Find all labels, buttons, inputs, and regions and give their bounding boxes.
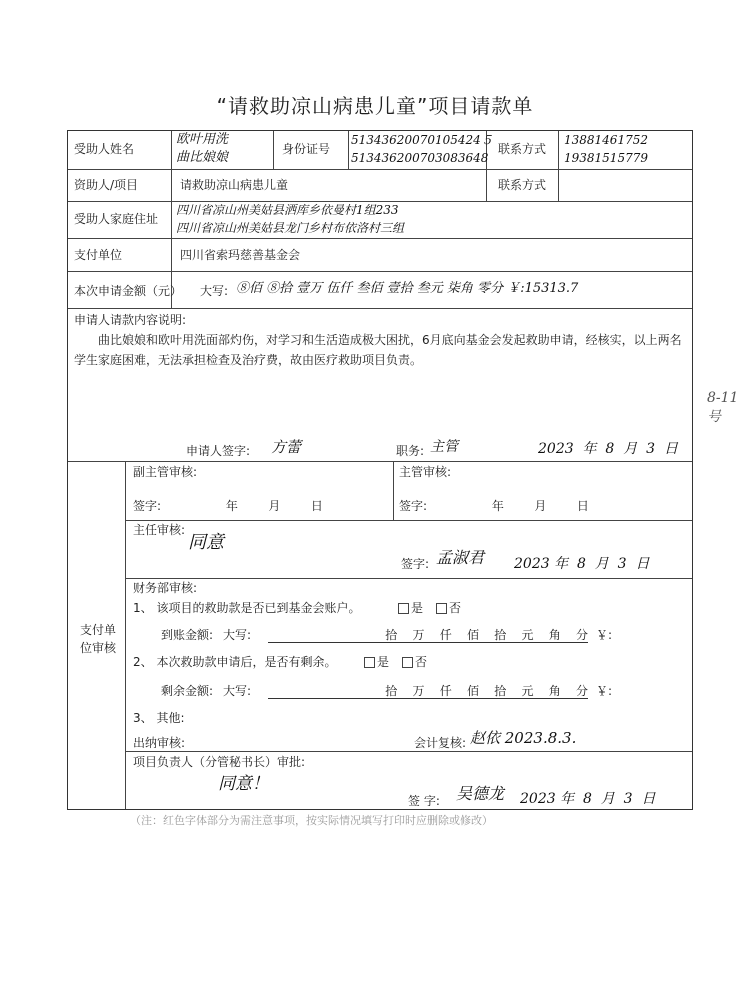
amount-text: ⑧佰 ⑧拾 壹万 伍仟 叁佰 壹拾 叁元 柒角 零分 ￥:15313.7 [236,281,579,296]
funder-value: 请救助凉山病患儿童 [180,178,289,192]
id-number-2: 513436200703083648 [351,151,489,165]
q2-yes-checkbox[interactable] [364,655,389,669]
amount-daxie-label: 大写: [200,284,229,298]
request-date: 2023 年 8 月 3 日 [538,441,678,457]
applicant-sig-label: 申请人签字: [186,444,251,458]
request-form [67,130,693,810]
accountant-signature: 赵依 2023.8.3. [470,729,577,747]
id-number-1: 51343620070105424５ [351,133,493,147]
q1-no-label: 否 [449,601,462,615]
contact-label-2: 联系方式 [498,178,547,192]
q1-no-checkbox[interactable] [436,601,461,615]
contact-1: 13881461752 [564,133,648,147]
address-2: 四川省凉山州美姑县龙门乡村布依洛村三组 [176,221,405,235]
pm-sign-label: 签 字: [408,794,440,808]
request-label: 申请人请款内容说明: [74,313,187,327]
contact-2: 19381515779 [564,151,648,165]
remain-yen-label: ￥: [596,684,613,698]
director-review-label: 主任审核: [133,523,186,537]
arrived-daxie-label: 大写: [223,628,252,642]
accountant-review-label: 会计复核: [414,736,467,750]
pm-approval-label: 项目负责人（分管秘书长）审批: [133,755,306,769]
q1-yes-label: 是 [411,601,424,615]
payer-value: 四川省索玛慈善基金会 [180,248,301,262]
pm-opinion: 同意！ [218,774,269,794]
finance-q1: 1、 该项目的救助款是否已到基金会账户。 [133,601,361,615]
request-body: 曲比娘娘和欧叶用洗面部灼伤，对学习和生活造成极大困扰，6月底向基金会发起救助申请，经核实，以上两名学生家庭困难，无法承担检查及治疗费，故由医疗救助项目负责。 [74,333,682,367]
arrived-amount-units: 拾 万 仟 佰 拾 元 角 分 [268,628,588,643]
q2-no-checkbox[interactable] [402,655,427,669]
position-label: 职务: [396,444,425,458]
contact-label: 联系方式 [498,142,547,156]
remain-amount-units: 拾 万 仟 佰 拾 元 角 分 [268,684,588,699]
q2-no-label: 否 [415,655,428,669]
position-value: 主管 [430,439,458,455]
arrived-yen-label: ￥: [596,628,613,642]
director-signature: 孟淑君 [436,548,485,567]
remain-daxie-label: 大写: [223,684,252,698]
recipient-name-1: 欧叶用洗 [176,132,229,147]
vice-review-sign: 签字: 年 月 日 [133,499,323,513]
address-label: 受助人家庭住址 [74,212,159,226]
main-review-sign: 签字: 年 月 日 [399,499,589,513]
finance-q2: 2、 本次救助款申请后，是否有剩余。 [133,655,337,669]
director-date: 2023 年 8 月 3 日 [514,556,650,572]
margin-note: 8-11号 [707,390,739,425]
recipient-name-label: 受助人姓名 [74,142,135,156]
cashier-review-label: 出纳审核: [133,736,186,750]
q2-yes-label: 是 [377,655,390,669]
payer-label: 支付单位 [74,248,123,262]
funder-label: 资助人/项目 [74,178,139,192]
q1-yes-checkbox[interactable] [398,601,423,615]
recipient-name-2: 曲比娘娘 [176,150,229,165]
review-side-label: 支付单位审核 [79,623,116,655]
address-1: 四川省凉山州美姑县洒库乡依曼村1组233 [176,203,399,217]
main-review-label: 主管审核: [399,465,452,479]
vice-review-label: 副主管审核: [133,465,198,479]
arrived-amount-label: 到账金额: [161,628,214,642]
director-sign-label: 签字: [401,557,430,571]
director-opinion: 同意 [188,532,224,553]
finance-q3: 3、 其他: [133,711,185,725]
finance-review-label: 财务部审核: [133,581,198,595]
id-label: 身份证号 [282,142,331,156]
footnote: （注：红色字体部分为需注意事项，按实际情况填写打印时应删除或修改） [130,814,493,827]
amount-label: 本次申请金额（元） [74,284,183,298]
pm-date: 2023 年 8 月 3 日 [520,791,656,807]
applicant-signature: 方蕾 [271,438,302,456]
remain-amount-label: 剩余金额: [161,684,214,698]
form-title: “请救助凉山病患儿童”项目请款单 [216,94,534,118]
pm-signature: 吴德龙 [456,784,505,803]
